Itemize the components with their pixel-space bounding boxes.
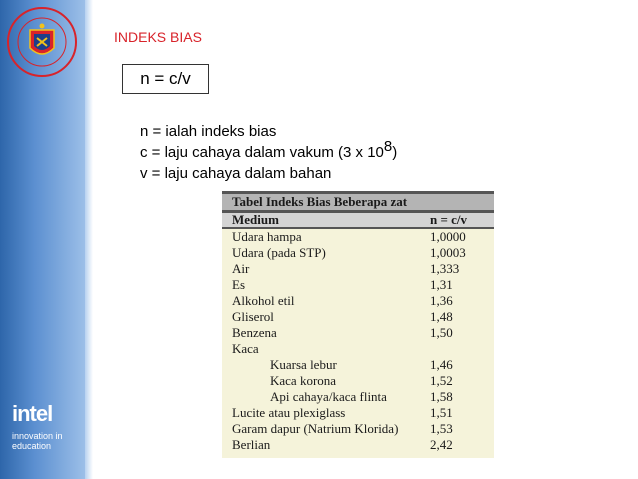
medium-cell: Benzena [232, 325, 277, 340]
intel-wordmark: intel [12, 401, 53, 426]
table-row [222, 229, 494, 245]
table-row [222, 277, 494, 293]
table-row [222, 405, 494, 421]
index-cell: 1,50 [430, 325, 453, 340]
header-medium: Medium [232, 212, 279, 227]
medium-cell: Api cahaya/kaca flinta [270, 389, 387, 404]
table-row [222, 309, 494, 325]
table-body [222, 229, 494, 453]
table-row [222, 325, 494, 341]
table-row [222, 389, 494, 405]
table-header [222, 213, 494, 229]
definition-v: v = laju cahaya dalam bahan [140, 165, 332, 182]
index-cell: 2,42 [430, 437, 453, 452]
index-cell: 1,0003 [430, 245, 466, 260]
definitions [140, 121, 397, 184]
index-cell: 1,48 [430, 309, 453, 324]
table-row [222, 437, 494, 453]
table-title: Tabel Indeks Bias Beberapa zat [222, 191, 494, 213]
index-cell: 1,58 [430, 389, 453, 404]
definition-n: n = ialah indeks bias [140, 123, 277, 140]
index-cell: 1,0000 [430, 229, 466, 244]
medium-cell: Berlian [232, 437, 271, 452]
definition-c: c = laju cahaya dalam vakum (3 x 108) [140, 138, 398, 161]
medium-cell: Air [232, 261, 250, 276]
medium-cell: Gliserol [232, 309, 274, 324]
table-row [222, 293, 494, 309]
medium-cell: Kaca korona [270, 373, 337, 388]
refractive-index-table [222, 191, 494, 458]
medium-cell: Alkohol etil [232, 293, 295, 308]
table-row [222, 421, 494, 437]
table-row [222, 245, 494, 261]
medium-cell: Udara hampa [232, 229, 302, 244]
sidebar-edge [85, 0, 93, 479]
table-row [222, 357, 494, 373]
header-n: n = c/v [430, 212, 468, 227]
table-row [222, 261, 494, 277]
medium-cell: Lucite atau plexiglass [232, 405, 346, 420]
intel-tagline-2: education [12, 441, 52, 451]
formula-box: n = c/v [122, 64, 209, 94]
intel-logo [12, 403, 82, 451]
medium-cell: Kuarsa lebur [270, 357, 337, 372]
table-row [222, 341, 494, 357]
medium-cell: Kaca [232, 341, 259, 356]
exponent: 8 [383, 138, 393, 155]
table-row [222, 373, 494, 389]
intel-tagline-1: innovation in [12, 431, 63, 441]
index-cell: 1,51 [430, 405, 453, 420]
index-cell: 1,31 [430, 277, 453, 292]
index-cell: 1,53 [430, 421, 453, 436]
index-cell: 1,333 [430, 261, 460, 276]
medium-cell: Udara (pada STP) [232, 245, 326, 260]
slide-title: INDEKS BIAS [114, 29, 202, 45]
university-logo [4, 4, 80, 80]
index-cell: 1,52 [430, 373, 453, 388]
medium-cell: Garam dapur (Natrium Klorida) [232, 421, 399, 436]
index-cell: 1,46 [430, 357, 453, 372]
index-cell: 1,36 [430, 293, 453, 308]
medium-cell: Es [232, 277, 245, 292]
